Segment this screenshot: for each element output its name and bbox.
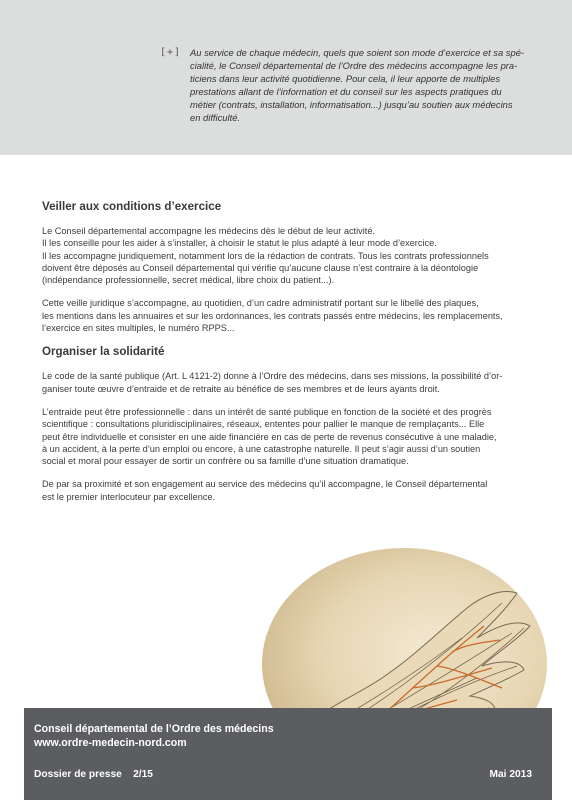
paragraph [42, 225, 532, 286]
intro-line: ticiens dans leur activité quotidienne. Pour cela, il leur apporte de multiples [190, 73, 501, 84]
text-line: doivent être déposés au Conseil départemental qui vérifie qu’aucune clause n’est contraire à la déontologie [42, 262, 479, 273]
section-heading-solidarite: Organiser la solidarité [42, 345, 165, 359]
section-heading-exercice: Veiller aux conditions d’exercice [42, 200, 222, 213]
intro-band [0, 0, 572, 155]
text-line: scientifique : consultations pluridisciplinaires, réseaux, ententes pour pallier le manque de remplaçants... Elle [42, 419, 485, 430]
text-line: Cette veille juridique s’accompagne, au quotidien, d’un cadre administratif portant sur le libellé des plaques, [42, 298, 479, 309]
text-line: les mentions dans les annuaires et sur les ordonnances, les contrats passés entre médecins, les remplacements, [42, 310, 503, 321]
text-line: l’exercice en sites multiples, le numéro RPPS... [42, 323, 235, 334]
intro-line: cialité, le Conseil départemental de l’Ordre des médecins accompagne les pra- [190, 60, 518, 71]
text-line: social et moral pour essayer de sortir un confrère ou sa famille d’une situation dramatique. [42, 456, 409, 467]
text-line: à un accident, à la perte d’un emploi ou encore, à une catastrophe naturelle. Il peut s’agir aussi d’un soutien [42, 443, 481, 454]
intro-line: Au service de chaque médecin, quels que soient son mode d’exercice et sa spé- [190, 47, 525, 58]
footer-website-link[interactable]: www.ordre-medecin-nord.com [34, 737, 187, 749]
text-line: est le premier interlocuteur par excellence. [42, 491, 216, 502]
text-line: De par sa proximité et son engagement au service des médecins qu’il accompagne, le Conseil départemental [42, 479, 488, 490]
text-line: Il les accompagne juridiquement, notamment lors de la rédaction de contrats. Tous les contrats professionnels [42, 250, 489, 261]
main-content [42, 200, 532, 514]
plus-marker: [+] [160, 47, 182, 58]
text-line: ganiser toute œuvre d’entraide et de retraite au bénéfice de ses membres et de leurs ayants droit. [42, 383, 440, 394]
intro-text [190, 46, 530, 124]
paragraph [42, 406, 532, 467]
intro-line: prestations allant de l’information et du conseil sur les aspects pratiques du [190, 86, 502, 97]
footer-band [24, 708, 552, 800]
footer-document-label: Dossier de presse 2/15 [34, 769, 153, 780]
text-line: peut être individuelle et consister en une aide financière en cas de perte de revenus consécutive à une maladie, [42, 431, 497, 442]
text-line: Il les conseille pour les aider à s’installer, à choisir le statut le plus adapté à leur mode d’exercice. [42, 238, 437, 249]
intro-line: en difficulté. [190, 112, 241, 123]
footer-organization [34, 722, 274, 750]
paragraph [42, 370, 532, 395]
text-line: L’entraide peut être professionnelle : dans un intérêt de santé publique en fonction de la société et des progrès [42, 406, 492, 417]
text-line: Le Conseil départemental accompagne les médecins dès le début de leur activité. [42, 226, 375, 236]
footer-org-name: Conseil départemental de l’Ordre des médecins [34, 723, 274, 735]
text-line: Le code de la santé publique (Art. L 4121-2) donne à l’Ordre des médecins, dans ses missions, la possibilité d’or- [42, 371, 503, 382]
text-line: (indépendance professionnelle, secret médical, libre choix du patient...). [42, 275, 335, 286]
footer-date: Mai 2013 [489, 769, 532, 780]
intro-line: métier (contrats, installation, informatisation...) jusqu’au soutien aux médecins [190, 99, 513, 110]
paragraph [42, 478, 532, 503]
footer-meta [34, 769, 542, 780]
paragraph [42, 297, 532, 334]
